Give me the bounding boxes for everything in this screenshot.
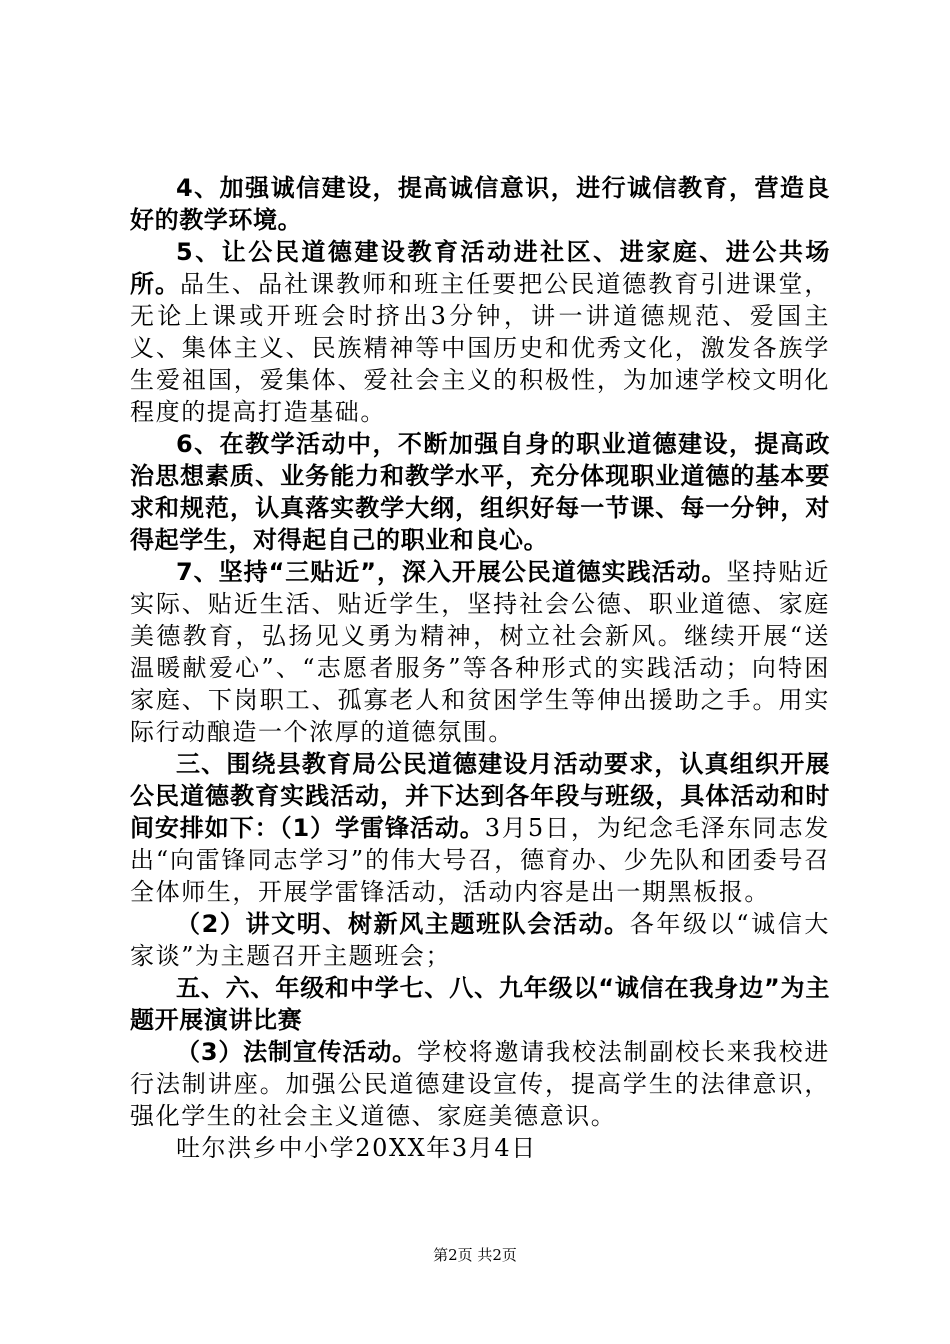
paragraph-text: 坚持贴近实际、贴近生活、贴近学生，坚持社会公德、职业道德、家庭美德教育，弘扬见义勇为精神，树立社会新风。继续开展“送温暖献爱心”、“志愿者服务”等各种形式的实践活动；向特困家庭、下岗职工、孤寡老人和贫困学生等伸出援助之手。用实际行动酿造一个浓厚的道德氛围。: [130, 558, 831, 746]
paragraph-item-7: [130, 556, 830, 748]
paragraph-heading: 6、在教学活动中，不断加强自身的职业道德建设，提高政治思想素质、业务能力和教学水平，充分体现职业道德的基本要求和规范，认真落实教学大纲，组织好每一节课、每一分钟，对得起学生，对得起自己的职业和良心。: [130, 430, 830, 554]
signature-line: [130, 1132, 830, 1164]
paragraph-heading: （3）法制宣传活动。: [176, 1038, 417, 1066]
paragraph-activity-3: [130, 1036, 830, 1132]
paragraph-activity-2: [130, 908, 830, 972]
paragraph-text: 各年级以“诚信大家谈”为主题召开主题班会；: [130, 910, 830, 970]
paragraph-text: 学校将邀请我校法制副校长来我校进行法制讲座。加强公民道德建设宣传，提高学生的法律意识，强化学生的社会主义道德、家庭美德意识。: [130, 1038, 830, 1130]
paragraph-item-6: [130, 428, 830, 556]
paragraph-item-5: [130, 236, 830, 428]
paragraph-heading: 5、让公民道德建设教育活动进社区、进家庭、进公共场所。: [130, 238, 830, 298]
paragraph-section-3: [130, 748, 830, 908]
signature-text: 吐尔洪乡中小学20XX年3月4日: [176, 1134, 537, 1162]
paragraph-heading: 4、加强诚信建设，提高诚信意识，进行诚信教育，营造良好的教学环境。: [130, 174, 830, 234]
paragraph-text: 3月5日，为纪念毛泽东同志发出“向雷锋同志学习”的伟大号召，德育办、少先队和团委号召全体师生，开展学雷锋活动，活动内容是出一期黑板报。: [130, 814, 830, 906]
paragraph-text: 品生、品社课教师和班主任要把公民道德教育引进课堂，无论上课或开班会时挤出3分钟，讲一讲道德规范、爱国主义、集体主义、民族精神等中国历史和优秀文化，激发各族学生爱祖国，爱集体、爱社会主义的积极性，为加速学校文明化程度的提高打造基础。: [130, 270, 830, 426]
document-body: [130, 172, 830, 1164]
page-footer: 第2页 共2页: [433, 1246, 517, 1264]
paragraph-heading: （2）讲文明、树新风主题班队会活动。: [176, 910, 630, 938]
paragraph-heading: 7、坚持“三贴近”，深入开展公民道德实践活动。: [176, 558, 727, 586]
paragraph-heading: 三、围绕县教育局公民道德建设月活动要求，认真组织开展公民道德教育实践活动，并下达到各年段与班级，具体活动和时间安排如下：（1）学雷锋活动。: [130, 750, 830, 842]
paragraph-speech-contest: [130, 972, 830, 1036]
paragraph-heading: 五、六、年级和中学七、八、九年级以“诚信在我身边”为主题开展演讲比赛: [130, 974, 830, 1034]
paragraph-item-4: [130, 172, 830, 236]
